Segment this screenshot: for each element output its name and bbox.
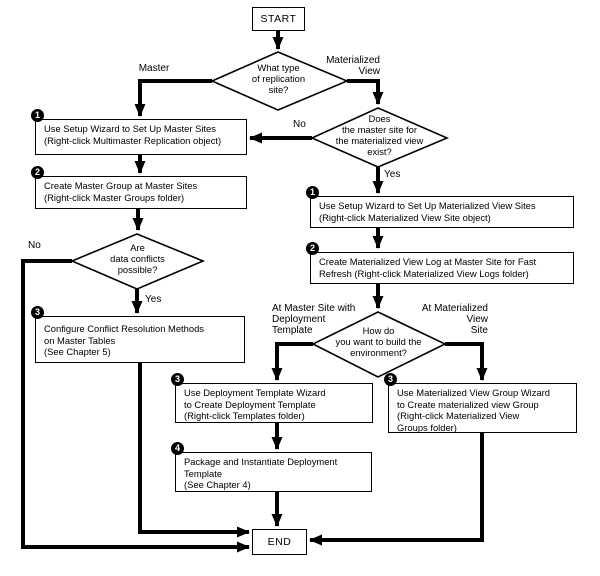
edge-label-line: Materialized [326,55,380,66]
step-deployment-template-4 [174,443,372,492]
decision-line: the materialized view [335,135,424,146]
arrow-materialized-view-branch [347,81,378,104]
step-line: Configure Conflict Resolution Methods [44,323,204,334]
step-deployment-template-3 [174,374,373,423]
decision-line: What type [257,62,300,73]
step-number-badge: 2 [31,166,44,179]
step-line: (See Chapter 5) [44,346,111,358]
step-line: to Create Deployment Template [184,398,316,410]
decision-line: data conflicts [110,253,165,264]
step-number-badge: 4 [171,442,184,455]
step-master-2 [34,167,247,209]
step-line: (Right-click Multimaster Replication object) [44,134,222,146]
decision-master-exists-text [310,113,449,157]
arrow-mv-site-branch [445,344,482,380]
step-line: on Master Tables [44,334,116,346]
step-mv-2 [309,243,574,284]
step-line: (Right-click Master Groups folder) [44,191,185,203]
step-line: Create Materialized View Log at Master Site for Fast [319,256,537,267]
edge-label-line: View [466,313,488,325]
step-number-badge: 2 [306,242,319,255]
step-line: Create Master Group at Master Sites [44,180,198,191]
step-line: (Right-click Templates folder) [184,410,305,422]
step-master-3 [34,307,245,363]
edge-label-yes-master-exists: Yes [384,169,401,180]
step-line: Use Materialized View Group Wizard [397,387,551,398]
edge-label-line: At Materialized [421,303,488,314]
decision-data-conflicts-text [72,242,203,275]
edge-label-no-master-exists: No [293,119,306,130]
edge-label-at-mv-site [405,304,488,336]
edge-label-line: View [358,65,380,77]
arrow-master-branch [140,81,212,116]
decision-line: Does [368,113,391,124]
step-mv-group-3 [387,374,577,433]
step-mv-1 [309,187,574,228]
step-master-1 [34,110,247,155]
edge-label-at-master-site [272,304,355,336]
edge-label-master: Master [138,63,170,74]
edge-label-materialized-view [318,56,380,78]
edge-label-line: Deployment [272,313,326,325]
edge-label-line: Site [470,324,488,336]
step-line: (Right-click Materialized View Site object) [319,211,491,223]
decision-line: you want to build the [335,336,422,347]
step-line: Use Setup Wizard to Set Up Master Sites [44,123,216,134]
decision-line: of replication [251,73,306,84]
edge-label-no-conflicts: No [28,240,41,251]
step-number-badge: 3 [31,306,44,319]
step-line: to Create materialized view Group [397,398,539,410]
decision-line: the master site for [341,124,418,135]
end-node [252,529,307,555]
edge-label-line: At Master Site with [272,303,356,314]
step-line: Package and Instantiate Deployment [184,456,338,467]
step-line: Refresh (Right-click Materialized View Logs folder) [319,267,529,279]
decision-line: possible? [117,264,158,275]
step-line: Use Setup Wizard to Set Up Materialized View Sites [319,200,536,211]
decision-line: exist? [367,146,392,157]
step-number-badge: 1 [31,109,44,122]
decision-line: environment? [350,347,407,358]
start-label: START [260,13,297,25]
step-number-badge: 3 [171,373,184,386]
arrow-deployment-template-branch [277,344,313,380]
start-node [252,7,305,31]
step-line: Use Deployment Template Wizard [184,387,326,398]
edge-label-line: Template [272,324,313,336]
edge-label-yes-conflicts: Yes [145,294,162,305]
decision-line: How do [362,325,395,336]
step-line: Template [184,467,223,479]
step-number-badge: 1 [306,186,319,199]
end-label: END [267,536,292,548]
step-number-badge: 3 [384,373,397,386]
decision-line: Are [130,242,145,253]
step-line: Groups folder) [397,421,457,433]
decision-line: site? [268,84,289,95]
step-line: (Right-click Materialized View [397,410,520,422]
step-line: (See Chapter 4) [184,479,251,491]
